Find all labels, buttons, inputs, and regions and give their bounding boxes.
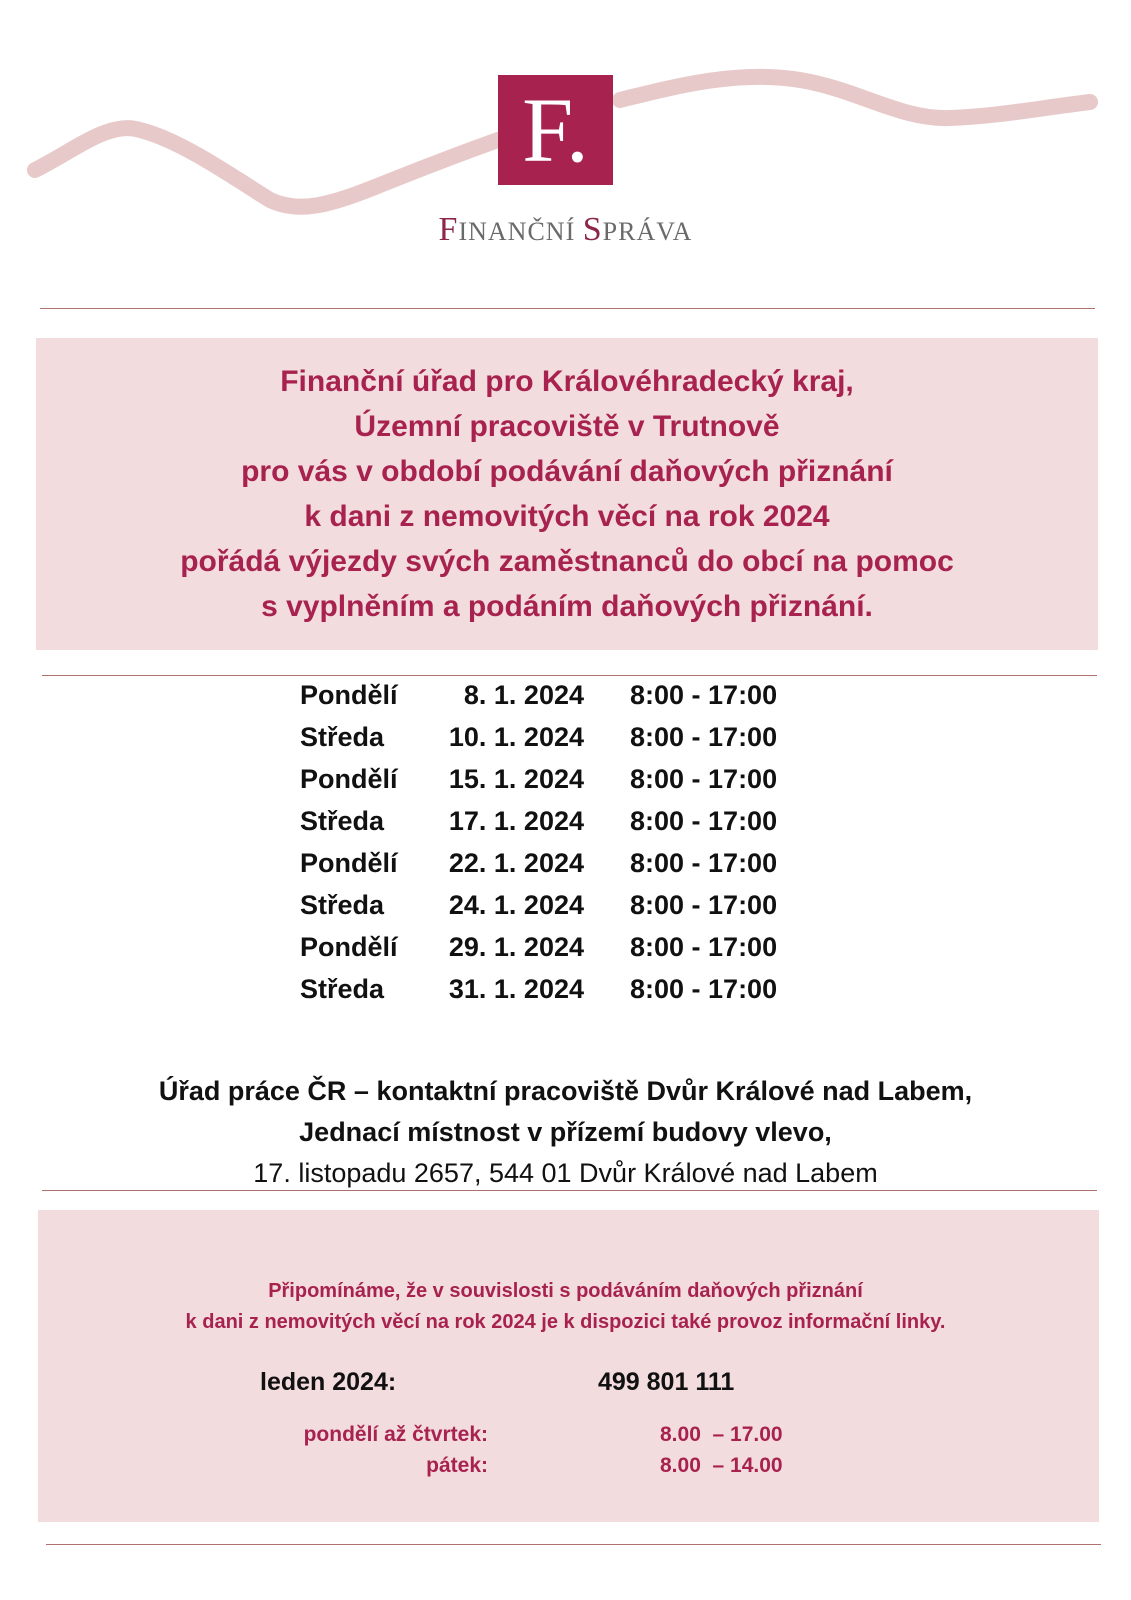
intro-line: k dani z nemovitých věcí na rok 2024 — [304, 500, 830, 533]
schedule-time: 8:00 - 17:00 — [630, 932, 778, 962]
schedule-time: 8:00 - 17:00 — [630, 974, 778, 1004]
schedule-day: Pondělí — [300, 680, 398, 710]
hours-label: pondělí až čtvrtek: — [303, 1423, 488, 1446]
schedule-time: 8:00 - 17:00 — [630, 722, 778, 752]
schedule-time: 8:00 - 17:00 — [630, 890, 778, 920]
schedule-row — [300, 680, 840, 722]
divider — [46, 1544, 1101, 1545]
schedule-day: Středa — [300, 890, 385, 920]
schedule-date: 15. 1. 2024 — [448, 764, 584, 794]
period-label: leden 2024: — [260, 1368, 397, 1396]
schedule-day: Středa — [300, 722, 385, 752]
reminder-line: k dani z nemovitých věcí na rok 2024 je k dispozici také provoz informační linky. — [185, 1311, 946, 1333]
intro-line: pořádá výjezdy svých zaměstnanců do obcí na pomoc — [180, 545, 954, 578]
schedule-day: Pondělí — [300, 764, 398, 794]
schedule-day: Pondělí — [300, 932, 398, 962]
hours-time: 8.00 – 17.00 — [660, 1423, 783, 1446]
schedule-row — [300, 806, 840, 848]
schedule-row — [300, 932, 840, 974]
intro-line: pro vás v období podávání daňových přiznání — [241, 455, 893, 488]
schedule-day: Středa — [300, 806, 385, 836]
schedule-row — [300, 974, 840, 1016]
logo-letter: F. — [522, 79, 589, 181]
reminder-line: Připomínáme, že v souvislosti s podáváním daňových přiznání — [268, 1280, 863, 1302]
divider — [42, 675, 1097, 676]
schedule-row — [300, 764, 840, 806]
schedule-day: Středa — [300, 974, 385, 1004]
divider — [42, 1190, 1097, 1191]
divider — [40, 308, 1095, 309]
schedule-row — [300, 848, 840, 890]
schedule-date: 17. 1. 2024 — [448, 806, 584, 836]
schedule-row — [300, 722, 840, 764]
schedule-time: 8:00 - 17:00 — [630, 848, 778, 878]
venue-room: Jednací místnost v přízemí budovy vlevo, — [299, 1117, 832, 1147]
intro-line: Územní pracoviště v Trutnově — [354, 410, 780, 443]
intro-line: Finanční úřad pro Královéhradecký kraj, — [280, 365, 854, 398]
hours-label: pátek: — [426, 1454, 488, 1477]
schedule-date: 10. 1. 2024 — [448, 722, 584, 752]
schedule-date: 29. 1. 2024 — [448, 932, 584, 962]
schedule-time: 8:00 - 17:00 — [630, 680, 778, 710]
hours-time: 8.00 – 14.00 — [660, 1454, 783, 1477]
phone-number: 499 801 111 — [598, 1368, 735, 1396]
venue-name: Úřad práce ČR – kontaktní pracoviště Dvůr Králové nad Labem, — [158, 1076, 973, 1106]
schedule-date: 31. 1. 2024 — [448, 974, 584, 1004]
intro-text — [36, 338, 1098, 650]
schedule-time: 8:00 - 17:00 — [630, 764, 778, 794]
schedule-table — [300, 680, 840, 1016]
schedule-row — [300, 890, 840, 932]
schedule-date: 22. 1. 2024 — [448, 848, 584, 878]
schedule-time: 8:00 - 17:00 — [630, 806, 778, 836]
brand-name: FINANČNÍ SPRÁVA — [438, 211, 693, 248]
schedule-date: 8. 1. 2024 — [463, 680, 584, 710]
schedule-day: Pondělí — [300, 848, 398, 878]
logo-mark — [498, 75, 613, 185]
venue-address: 17. listopadu 2657, 544 01 Dvůr Králové nad Labem — [253, 1158, 878, 1188]
schedule-date: 24. 1. 2024 — [448, 890, 584, 920]
intro-line: s vyplněním a podáním daňových přiznání. — [261, 590, 873, 623]
